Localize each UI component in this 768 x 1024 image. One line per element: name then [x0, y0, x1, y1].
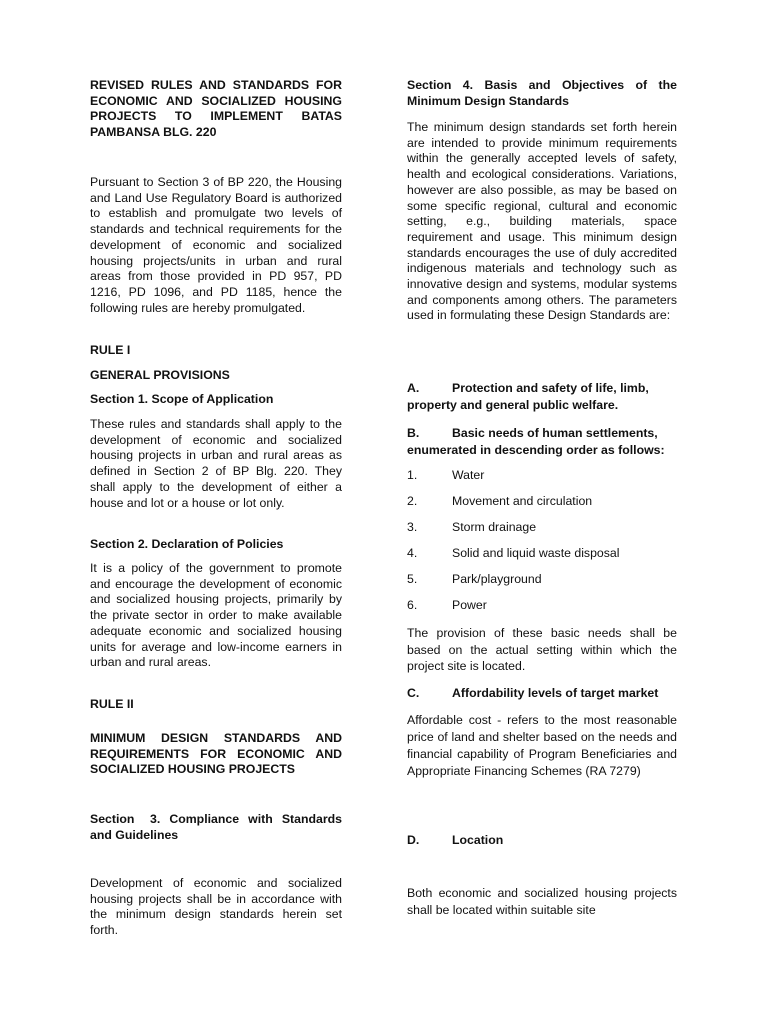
item-b — [407, 425, 677, 458]
need-text: Power — [452, 598, 487, 612]
item-b-text: Basic needs of human settlements, enumerated in descending order as follows: — [407, 426, 665, 457]
section-4-body: The minimum design standards set forth herein are intended to provide minimum requirements within the generally accepted levels of safety, health and ecological considerations. Variations, however are also possible, as may be based on some specific regional, cultural and economic setting, e.g., building materials, space requirement and usage. This minimum design standards encourages the use of duly accredited indigenous materials and technology such as innovative design and systems, modular systems and components among others. The parameters used in formulating these Design Standards are: — [407, 120, 677, 323]
need-text: Water — [452, 468, 485, 482]
affordable-cost-paragraph: Affordable cost - refers to the most reasonable price of land and shelter based on the needs and financial capability of Program Beneficiaries and Appropriate Financing Schemes (RA 7279) — [407, 713, 677, 778]
need-number: 5. — [407, 572, 418, 586]
section-2-heading: Section 2. Declaration of Policies — [90, 537, 284, 551]
section-1-body: These rules and standards shall apply to the development of economic and socialized housing projects in urban and rural areas as defined in Section 2 of BP Blg. 220. They shall apply to the development of either a house and lot or a house or lot only. — [90, 417, 342, 510]
need-number: 2. — [407, 494, 418, 508]
intro-paragraph: Pursuant to Section 3 of BP 220, the Housing and Land Use Regulatory Board is authorized to establish and promulgate two levels of standards and technical requirements for the development of economic and socialized housing projects/units in urban and rural areas from those provided in PD 957, PD 1216, PD 1096, and PD 1185, hence the following rules are hereby promulgated. — [90, 175, 342, 315]
need-item — [407, 468, 677, 484]
rule-2-heading: RULE II — [90, 697, 134, 711]
section-3-title: 3. Compliance with Standards and Guidelines — [90, 812, 342, 842]
item-d-text: Location — [452, 833, 504, 847]
item-b-label: B. — [407, 426, 420, 440]
needs-note: The provision of these basic needs shall be based on the actual setting within which the project site is located. — [407, 626, 677, 673]
section-3-heading — [90, 812, 342, 843]
need-number: 4. — [407, 546, 418, 560]
need-text: Movement and circulation — [452, 494, 593, 508]
need-text: Park/playground — [452, 572, 542, 586]
need-item — [407, 546, 677, 562]
item-a — [407, 380, 677, 413]
need-item — [407, 598, 677, 614]
need-item — [407, 572, 677, 588]
item-a-label: A. — [407, 381, 420, 395]
document-title: REVISED RULES AND STANDARDS FOR ECONOMIC AND SOCIALIZED HOUSING PROJECTS TO IMPLEMENT BATAS PAMBANSA BLG. 220 — [90, 78, 342, 140]
section-3-label: Section — [90, 812, 135, 826]
section-3-body: Development of economic and socialized housing projects shall be in accordance with the minimum design standards herein set forth. — [90, 876, 342, 938]
rule-1-heading: RULE I — [90, 343, 131, 357]
item-d — [407, 832, 677, 849]
need-item — [407, 520, 677, 536]
section-4-heading: Section 4. Basis and Objectives of the Minimum Design Standards — [407, 78, 677, 108]
need-number: 3. — [407, 520, 418, 534]
item-c-text: Affordability levels of target market — [452, 686, 659, 700]
need-text: Solid and liquid waste disposal — [452, 546, 620, 560]
need-item — [407, 494, 677, 510]
need-text: Storm drainage — [452, 520, 537, 534]
need-number: 1. — [407, 468, 418, 482]
section-1-heading: Section 1. Scope of Application — [90, 392, 274, 406]
section-2-body: It is a policy of the government to promote and encourage the development of economic and socialized housing projects, primarily by the private sector in order to make available adequate economic and socialized housing units for average and low-income earners in urban and rural areas. — [90, 561, 342, 670]
item-d-label: D. — [407, 833, 420, 847]
item-c-label: C. — [407, 686, 420, 700]
item-c — [407, 685, 677, 702]
need-number: 6. — [407, 598, 418, 612]
item-a-text: Protection and safety of life, limb, property and general public welfare. — [407, 381, 649, 412]
rule-1-title: GENERAL PROVISIONS — [90, 368, 230, 382]
rule-2-title: MINIMUM DESIGN STANDARDS AND REQUIREMENTS FOR ECONOMIC AND SOCIALIZED HOUSING PROJECTS — [90, 731, 342, 777]
location-paragraph: Both economic and socialized housing projects shall be located within suitable site — [407, 886, 677, 917]
